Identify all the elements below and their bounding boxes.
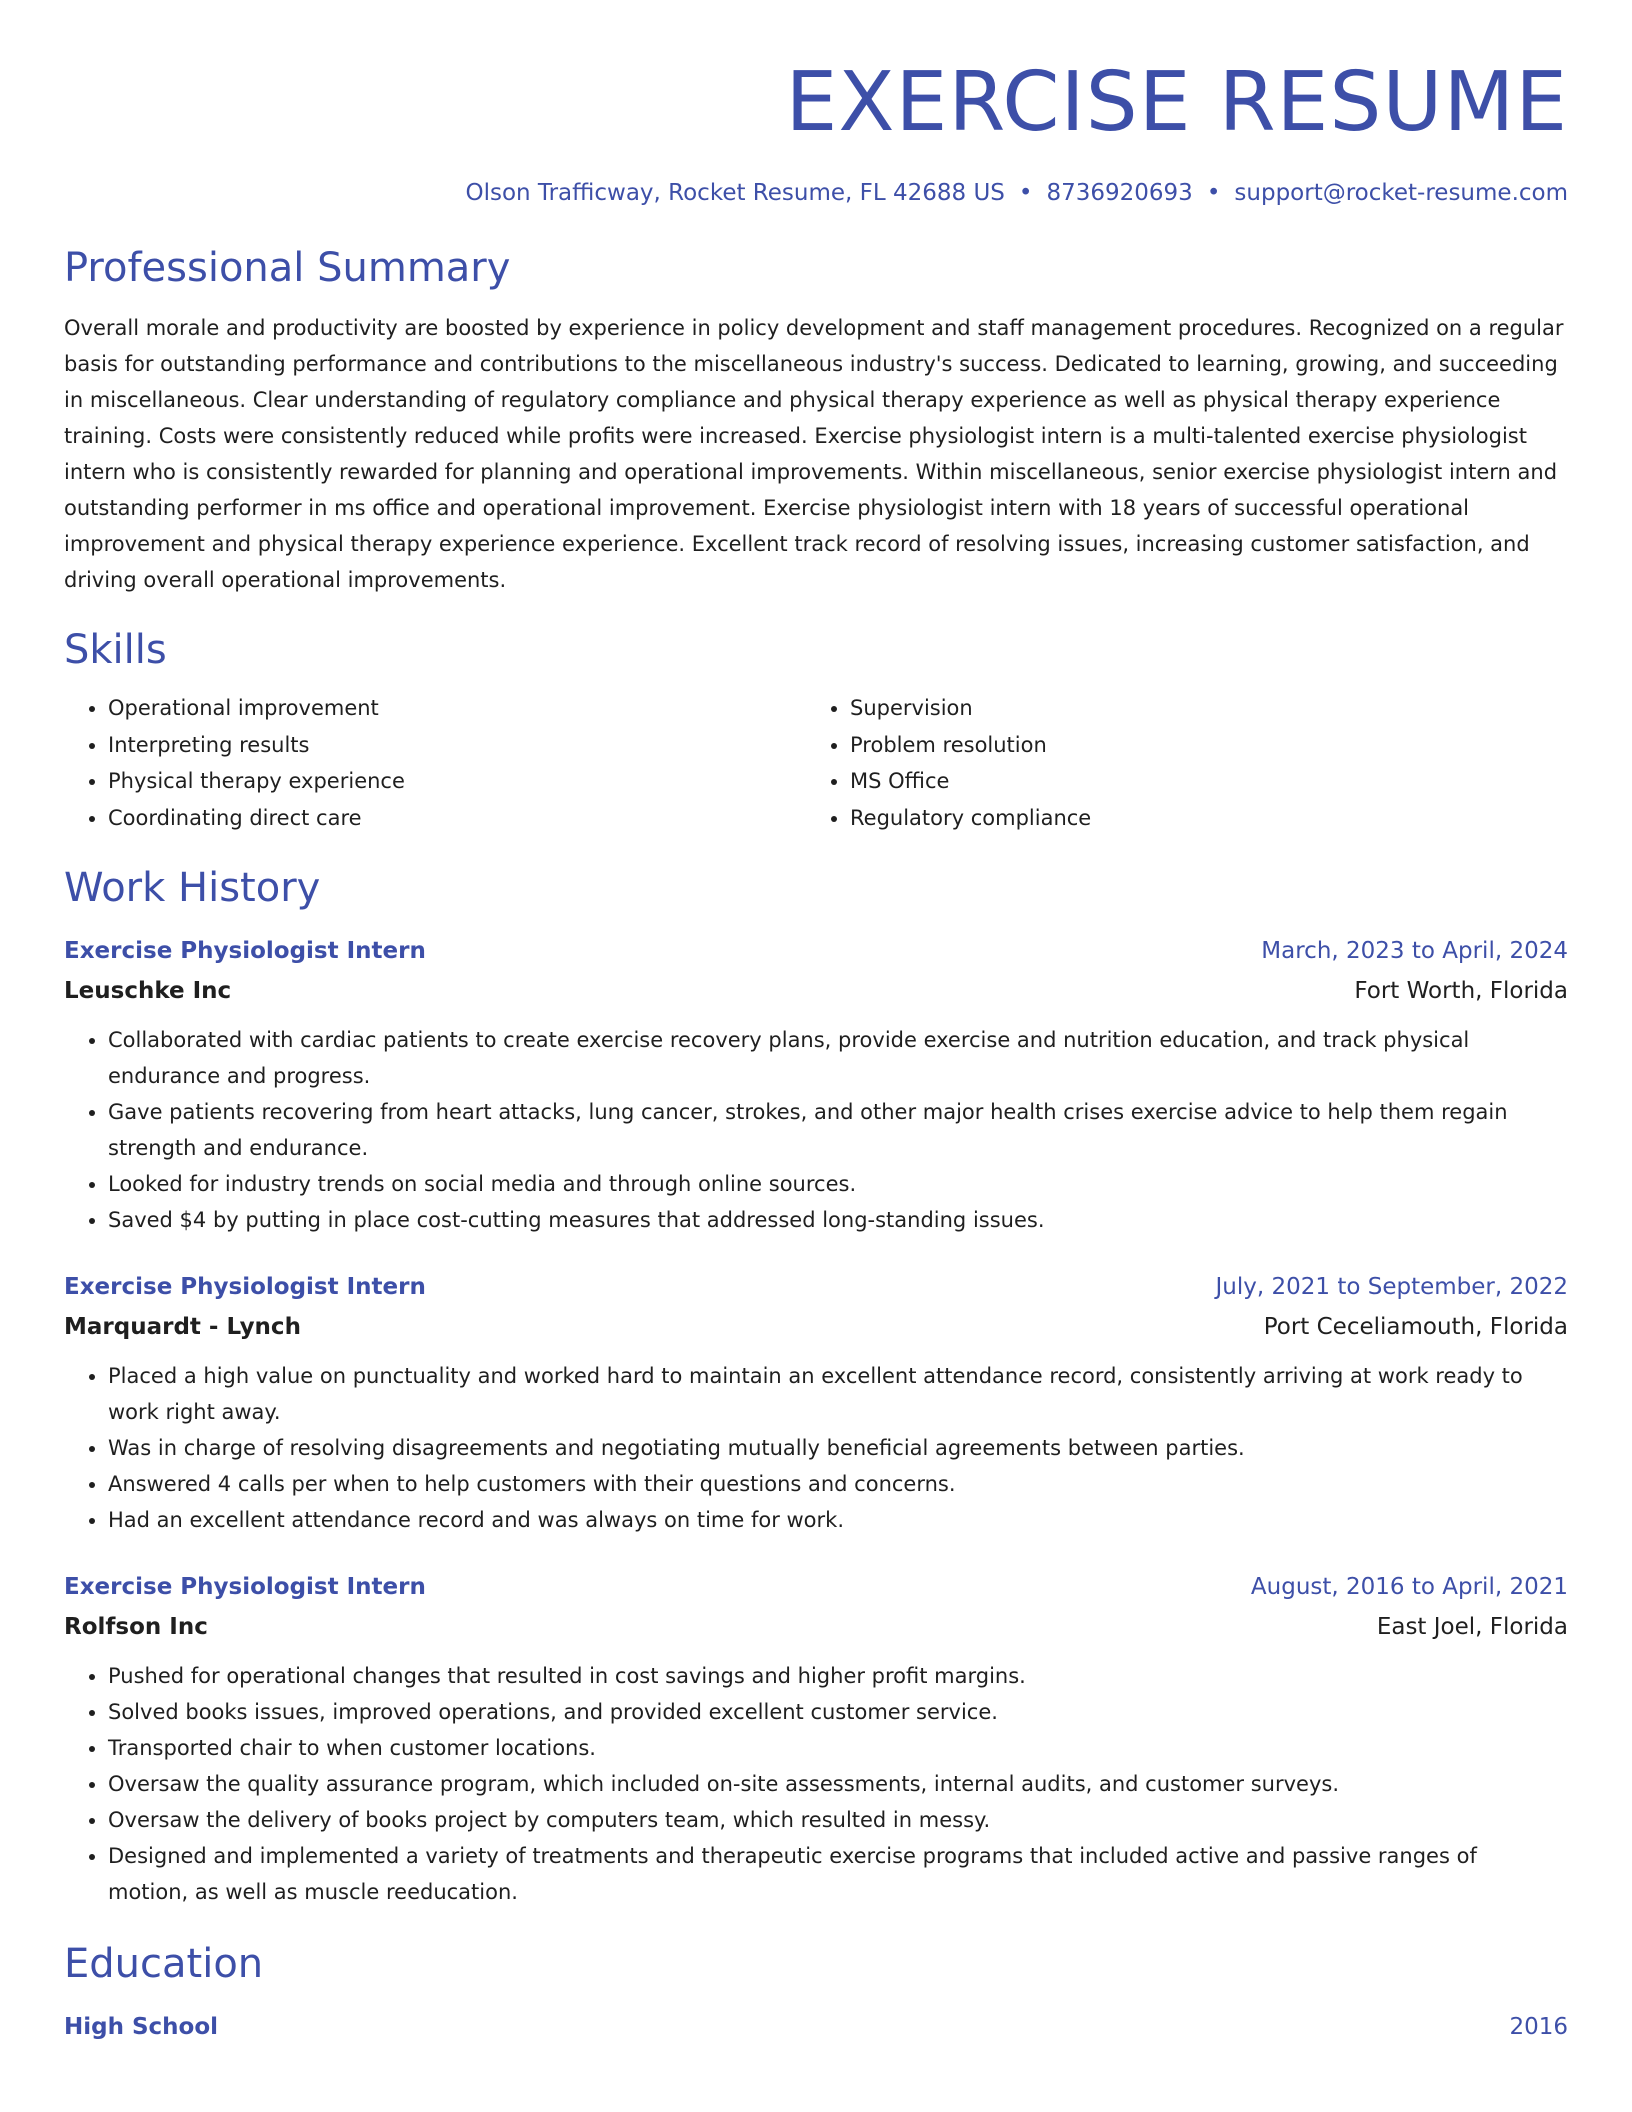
skill-item: • Operational improvement [108,690,806,727]
summary-heading: Professional Summary [64,245,511,291]
job-header [64,934,1568,968]
contact-address: Olson Trafficway, Rocket Resume, FL 42688 US [465,180,1005,206]
skill-item: • Regulatory compliance [850,800,1548,837]
contact-separator: • [1018,180,1033,206]
job-bullet: • Designed and implemented a variety of treatments and therapeutic exercise programs that included active and passive ranges of motion, as well as muscle reeducation. [108,1838,1568,1910]
skills-heading: Skills [64,627,167,673]
job-bullet: • Oversaw the delivery of books project by computers team, which resulted in messy. [108,1802,1568,1838]
job-entry [64,1270,1568,1538]
job-bullet: • Gave patients recovering from heart attacks, lung cancer, strokes, and other major health crises exercise advice to help them regain strength and endurance. [108,1094,1568,1166]
contact-email: support@rocket-resume.com [1234,180,1568,206]
resume-header [64,56,1568,208]
work-history-heading: Work History [64,865,321,911]
job-dates: July, 2021 to September, 2022 [1215,1274,1568,1300]
job-bullets [64,1658,1568,1910]
job-bullet: • Was in charge of resolving disagreements and negotiating mutually beneficial agreements between parties. [108,1430,1568,1466]
skill-item: • Interpreting results [108,727,806,764]
resume-name: EXERCISE RESUME [785,55,1568,150]
job-bullet: • Solved books issues, improved operations, and provided excellent customer service. [108,1694,1568,1730]
job-bullet: • Looked for industry trends on social media and through online sources. [108,1166,1568,1202]
job-bullet: • Pushed for operational changes that resulted in cost savings and higher profit margins. [108,1658,1568,1694]
skills-list-right [806,690,1548,836]
education-heading: Education [64,1941,264,1987]
job-dates: August, 2016 to April, 2021 [1250,1574,1568,1600]
job-location: Port Ceceliamouth, Florida [1263,1314,1568,1340]
job-header [64,1270,1568,1304]
contact-separator: • [1206,180,1221,206]
job-bullet: • Placed a high value on punctuality and worked hard to maintain an excellent attendance record, consistently arriving at work ready to work right away. [108,1358,1568,1430]
skill-item: • MS Office [850,763,1548,800]
job-company: Marquardt - Lynch [64,1314,301,1340]
job-title: Exercise Physiologist Intern [64,938,426,964]
contact-phone: 8736920693 [1046,180,1193,206]
summary-text: Overall morale and productivity are boosted by experience in policy development and staff management procedures. Recognized on a regular basis for outstanding performance and contributions to the miscellaneous industry's success. Dedicated to learning, growing, and succeeding in miscellaneous. Clear understanding of regulatory compliance and physical therapy experience as well as physical therapy experience training. Costs were consistently reduced while profits were increased. Exercise physiologist intern is a multi-talented exercise physiologist intern who is consistently rewarded for planning and operational improvements. Within miscellaneous, senior exercise physiologist intern and outstanding performer in ms office and operational improvement. Exercise physiologist intern with 18 years of successful operational improvement and physical therapy experience experience. Excellent track record of resolving issues, increasing customer satisfaction, and driving overall operational improvements. [64,316,1564,592]
job-dates: March, 2023 to April, 2024 [1261,938,1568,964]
job-bullet: • Collaborated with cardiac patients to create exercise recovery plans, provide exercise and nutrition education, and track physical endurance and progress. [108,1022,1568,1094]
job-bullet: • Transported chair to when customer locations. [108,1730,1568,1766]
job-location: East Joel, Florida [1376,1614,1568,1640]
job-subheader [64,1610,1568,1644]
job-location: Fort Worth, Florida [1354,978,1568,1004]
job-bullets [64,1022,1568,1238]
job-subheader [64,1310,1568,1344]
skill-item: • Physical therapy experience [108,763,806,800]
skills-grid [64,690,1568,836]
skill-item: • Problem resolution [850,727,1548,764]
job-bullet: • Answered 4 calls per when to help customers with their questions and concerns. [108,1466,1568,1502]
contact-line [64,178,1568,208]
skill-item: • Supervision [850,690,1548,727]
job-title: Exercise Physiologist Intern [64,1274,426,1300]
education-year: 2016 [1509,2014,1568,2040]
job-company: Rolfson Inc [64,1614,208,1640]
job-bullet: • Saved $4 by putting in place cost-cutting measures that addressed long-standing issues. [108,1202,1568,1238]
education-degree: High School [64,2014,219,2040]
job-entry [64,1570,1568,1910]
skill-item: • Coordinating direct care [108,800,806,837]
job-entry [64,934,1568,1238]
job-bullet: • Had an excellent attendance record and was always on time for work. [108,1502,1568,1538]
job-bullets [64,1358,1568,1538]
job-company: Leuschke Inc [64,978,232,1004]
skills-list-left [64,690,806,836]
job-subheader [64,974,1568,1008]
job-bullet: • Oversaw the quality assurance program, which included on-site assessments, internal audits, and customer surveys. [108,1766,1568,1802]
job-header [64,1570,1568,1604]
job-title: Exercise Physiologist Intern [64,1574,426,1600]
education-entry [64,2010,1568,2044]
